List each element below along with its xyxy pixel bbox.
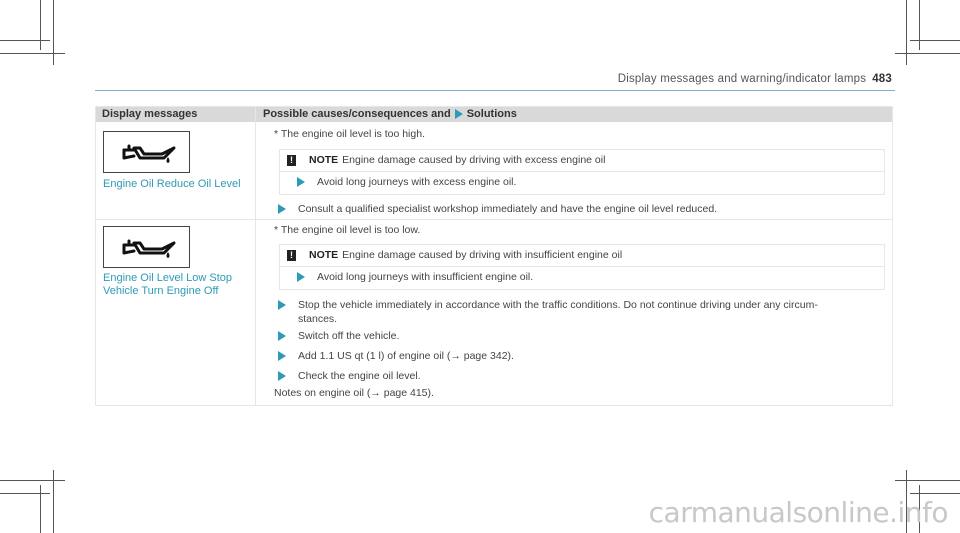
crop-mark — [53, 0, 54, 65]
crop-mark — [0, 493, 50, 494]
notes-reference: Notes on engine oil (→ page 415). — [274, 387, 434, 399]
note-step — [297, 176, 516, 188]
watermark: carmanualsonline.info — [648, 496, 948, 529]
column-header-solutions: Solutions — [466, 108, 517, 120]
play-arrow-icon — [297, 272, 305, 282]
solution-step-text: Stop the vehicle immediately in accordance with the traffic conditions. Do not continue driving under any circum- — [298, 299, 818, 311]
crop-mark — [0, 40, 50, 41]
engine-oil-can-icon — [103, 131, 190, 173]
column-divider — [255, 107, 256, 405]
row-divider — [96, 219, 892, 220]
column-header-display-messages: Display messages — [102, 108, 198, 120]
note-step-text: Avoid long journeys with excess engine oil. — [317, 176, 517, 188]
solution-step-text: Consult a qualified specialist workshop immediately and have the engine oil level reduced. — [298, 203, 718, 215]
solution-step-text: Switch off the vehicle. — [298, 330, 400, 342]
table-header — [96, 107, 892, 122]
play-arrow-icon — [455, 109, 463, 119]
play-arrow-icon — [278, 371, 286, 381]
solution-step — [278, 370, 421, 382]
message-label: Engine Oil Reduce Oil Level — [103, 178, 241, 190]
note-text — [309, 154, 605, 166]
note-divider — [280, 266, 884, 267]
note-divider — [280, 171, 884, 172]
play-arrow-icon — [278, 351, 286, 361]
note-box — [279, 244, 885, 290]
crop-mark — [895, 480, 960, 481]
crop-mark — [895, 53, 960, 54]
solution-step-text: Add 1.1 US qt (1 l) of engine oil (→ page 342). — [298, 350, 514, 362]
note-label: NOTE — [309, 249, 339, 261]
solution-step — [278, 203, 717, 215]
solution-step-continuation: stances. — [298, 313, 338, 325]
display-messages-table — [95, 106, 893, 406]
column-header-causes-solutions — [263, 108, 517, 120]
page-header-title: Display messages and warning/indicator lamps — [617, 73, 867, 85]
note-text — [309, 249, 622, 261]
note-body: Engine damage caused by driving with excess engine oil — [342, 154, 606, 166]
note-label: NOTE — [309, 154, 339, 166]
note-body: Engine damage caused by driving with insufficient engine oil — [342, 249, 623, 261]
note-box — [279, 149, 885, 195]
crop-mark — [40, 0, 41, 50]
crop-mark — [919, 0, 920, 50]
play-arrow-icon — [278, 300, 286, 310]
solution-step — [278, 330, 399, 342]
play-arrow-icon — [297, 177, 305, 187]
column-header-causes: Possible causes/consequences and — [263, 108, 451, 120]
crop-mark — [0, 53, 65, 54]
note-step-text: Avoid long journeys with insufficient engine oil. — [317, 271, 534, 283]
message-label — [103, 272, 232, 298]
crop-mark — [0, 480, 65, 481]
page-number: 483 — [872, 73, 892, 85]
crop-mark — [910, 40, 960, 41]
play-arrow-icon — [278, 204, 286, 214]
cause-text: * The engine oil level is too low. — [274, 224, 421, 236]
page-header — [618, 73, 892, 85]
crop-mark — [906, 0, 907, 65]
warning-icon: ! — [287, 250, 296, 261]
warning-icon: ! — [287, 155, 296, 166]
crop-mark — [910, 493, 960, 494]
engine-oil-can-icon — [103, 226, 190, 268]
solution-step — [278, 299, 818, 311]
message-label-line: Vehicle Turn Engine Off — [103, 285, 219, 297]
play-arrow-icon — [278, 331, 286, 341]
header-rule — [95, 90, 895, 91]
cause-text: * The engine oil level is too high. — [274, 128, 425, 140]
solution-step-text: Check the engine oil level. — [298, 370, 421, 382]
note-step — [297, 271, 533, 283]
solution-step — [278, 350, 514, 362]
message-label-line: Engine Oil Level Low Stop — [103, 272, 233, 284]
